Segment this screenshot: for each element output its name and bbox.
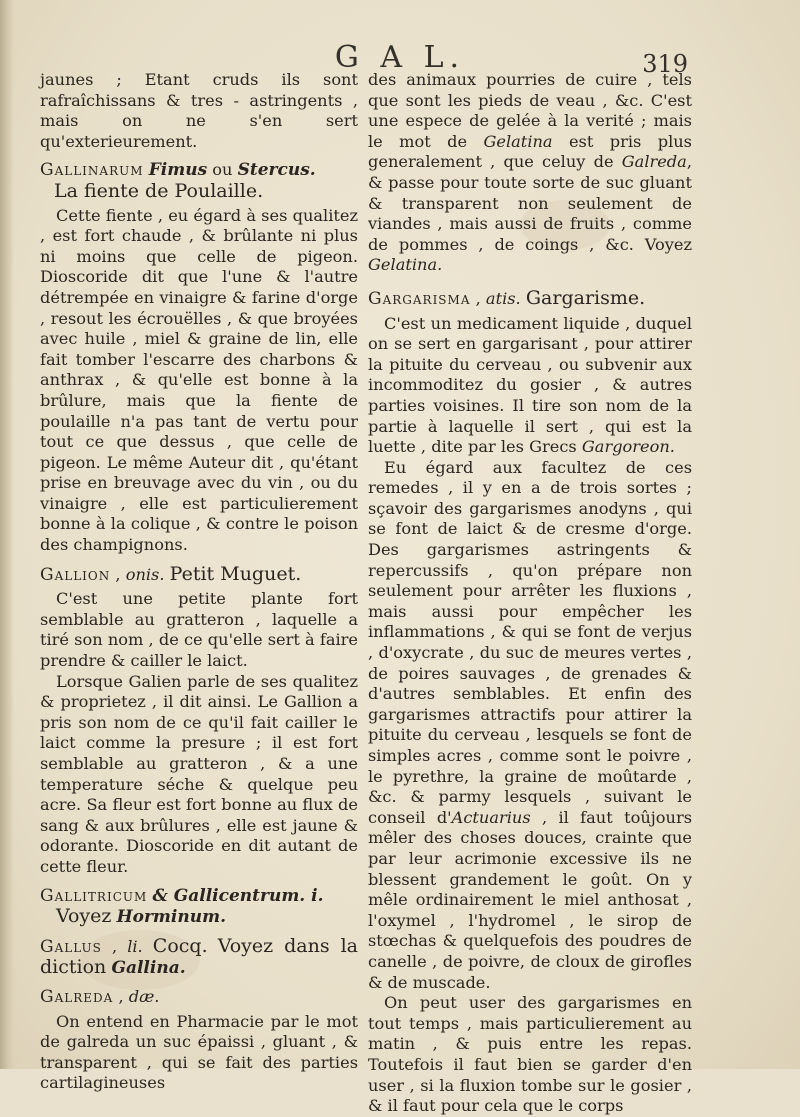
page-number: 319 [642,50,688,78]
paragraph: Lorsque Galien parle de ses qualitez & proprietez , il dit ainsi. Le Gallion a pris son nom de ce qu'il fait cailler le laict comme la presure ; il est fort semblable au gratteron , & a une temperature séche & quelque peu acre. Sa fleur est fort bonne au flux de sang & aux brûlures , elle est jaune & odorante. Dioscoride en dit autant de cette fleur. [40,671,358,876]
entry-term: Gallitricum [40,885,148,906]
cross-reference: Horminum. [116,907,226,928]
entry-french: Gargarisme. [525,286,646,309]
page-spine-shadow [0,0,14,1069]
entry-heading-gallion: Gallion , onis. Petit Muguet. [40,562,302,585]
paragraph [368,458,692,993]
entry-heading-gallitricum [40,886,358,928]
text-run: des animaux pourries de cuire , tels que sont les pieds de veau , &c. C'est une espece de gelée à la verité ; mais le mot de [368,70,692,151]
entry-heading-gallus: Gallus , li. Cocq. Voyez dans la diction Gallina. [40,934,358,979]
paragraph: On peut user des gargarismes en tout temps , mais particulierement au matin , & puis entre les repas. Toutefois il faut bien se garder d'en user , si la fluxion tombe sur le gosier , & il faut pour cela que le corps [368,993,692,1116]
paragraph [368,70,692,276]
italic-term: Gelatina. [368,255,443,275]
text-run: Eu égard aux facultez de ces remedes , il y en a de trois sortes ; sçavoir des gargarismes anodyns , qui se font de laict & de cresme d'orge. Des gargarismes astringents & repercussifs , qu'on prépare non seulement pour arrêter les fluxions , mais aussi pour empêcher les inflammations , & qui se font de verjus , d'oxycrate , du suc de meures vertes , de poires sauvages , de grenades & d'autres semblables. Et enfin des gargarismes attractifs pour attirer la pituite du cerveau , lesquels se font de simples acres , comme sont le poivre , le pyrethre, la graine de moûtarde , &c. & parmy lesquels , suivant le conseil d' [368,457,692,827]
see-label: Voyez [56,905,112,928]
paragraph [368,314,692,458]
italic-term: Gelatina [483,131,553,151]
entry-genitive: atis. [485,288,521,308]
entry-genitive: li. [127,936,143,956]
text-run: C'est un medicament liquide , duquel on se sert en gargarisant , pour attirer la pituite du cerveau , ou subvenir aux incommoditez du gosier , & autres parties voisines. Il tire son nom de la partie à laquelle il sert , qui est la luette , dite par les Grecs [368,313,692,457]
right-column [368,70,692,1117]
text-run: , il faut toûjours mêler des choses douces, crainte que par leur acrimonie excessive ils ne blessent grandement le goût. On y mêle ordinairement le miel anthosat , l'oxymel , l'hydromel , le sirop de stœchas & quelquefois des poudres de canelle , de poivre, de cloux de girofles & de muscade. [368,807,692,992]
text-run: est pris plus generalement , que celuy de [368,131,692,172]
paragraph: C'est une petite plante fort semblable au gratteron , laquelle a tiré son nom , de ce qu'elle sert à faire prendre & cailler le laict. [40,589,358,671]
entry-latin: & Gallicentrum. i. [152,885,324,906]
entry-latin: Fimus [148,160,208,181]
entry-term: Gallion [40,564,111,585]
entry-heading-gallinarum [40,160,358,201]
text-run: , & passe pour toute sorte de suc gluant & transparent non seulement de viandes , mais aussi de fruits , comme de pommes , de coings , &c. Voyez [368,152,692,254]
entry-term: Galreda [40,986,114,1007]
entry-genitive: dæ. [128,986,160,1006]
entry-heading-galreda: Galreda , dæ. [40,986,160,1007]
entry-genitive: onis. [125,564,165,584]
entry-term: Gallinarum [40,160,144,181]
entry-french: La fiente de Poulaille. [54,179,264,202]
entry-french: Petit Muguet. [169,562,302,585]
paragraph: jaunes ; Etant cruds ils sont rafraîchissans & tres - astringents , mais on ne s'en sert qu'exterieurement. [40,70,358,151]
italic-term: Gargoreon. [581,437,675,457]
cross-reference: Gallina. [111,958,186,979]
entry-french: Cocq. [152,934,208,957]
entry-term: Gallus [40,936,102,957]
left-column [40,70,358,1094]
entry-latin: Stercus. [237,160,316,181]
italic-term: Galreda [621,152,687,172]
entry-heading-gargarisma: Gargarisma , atis. Gargarisme. [368,286,646,309]
italic-term: Actuarius [451,807,531,827]
running-title: G A L. [334,40,466,75]
entry-conj: ou [207,160,238,180]
paragraph: Cette fiente , eu égard à ses qualitez , est fort chaude , & brûlante ni plus ni moins que celle de pigeon. Dioscoride dit que l'une & l'autre détrempée en vinaigre & farine d'orge , resout les écrouëlles , & que broyées avec huile , miel & graine de lin, elle fait tomber l'escarre des charbons & anthrax , & qu'elle est bonne à la brûlure, mais que la fiente de poulaille n'a pas tant de vertu pour tout ce que dessus , que celle de pigeon. Le même Auteur dit , qu'étant prise en breuvage avec du vin , ou du vinaigre , elle est particulierement bonne à la colique , & contre le poison des champignons. [40,205,358,555]
see-label: Voyez dans la diction [40,934,358,979]
paragraph: On entend en Pharmacie par le mot de galreda un suc épaissi , gluant , & transparent , qui se fait des parties cartilagineuses [40,1011,358,1093]
entry-term: Gargarisma [368,288,471,309]
